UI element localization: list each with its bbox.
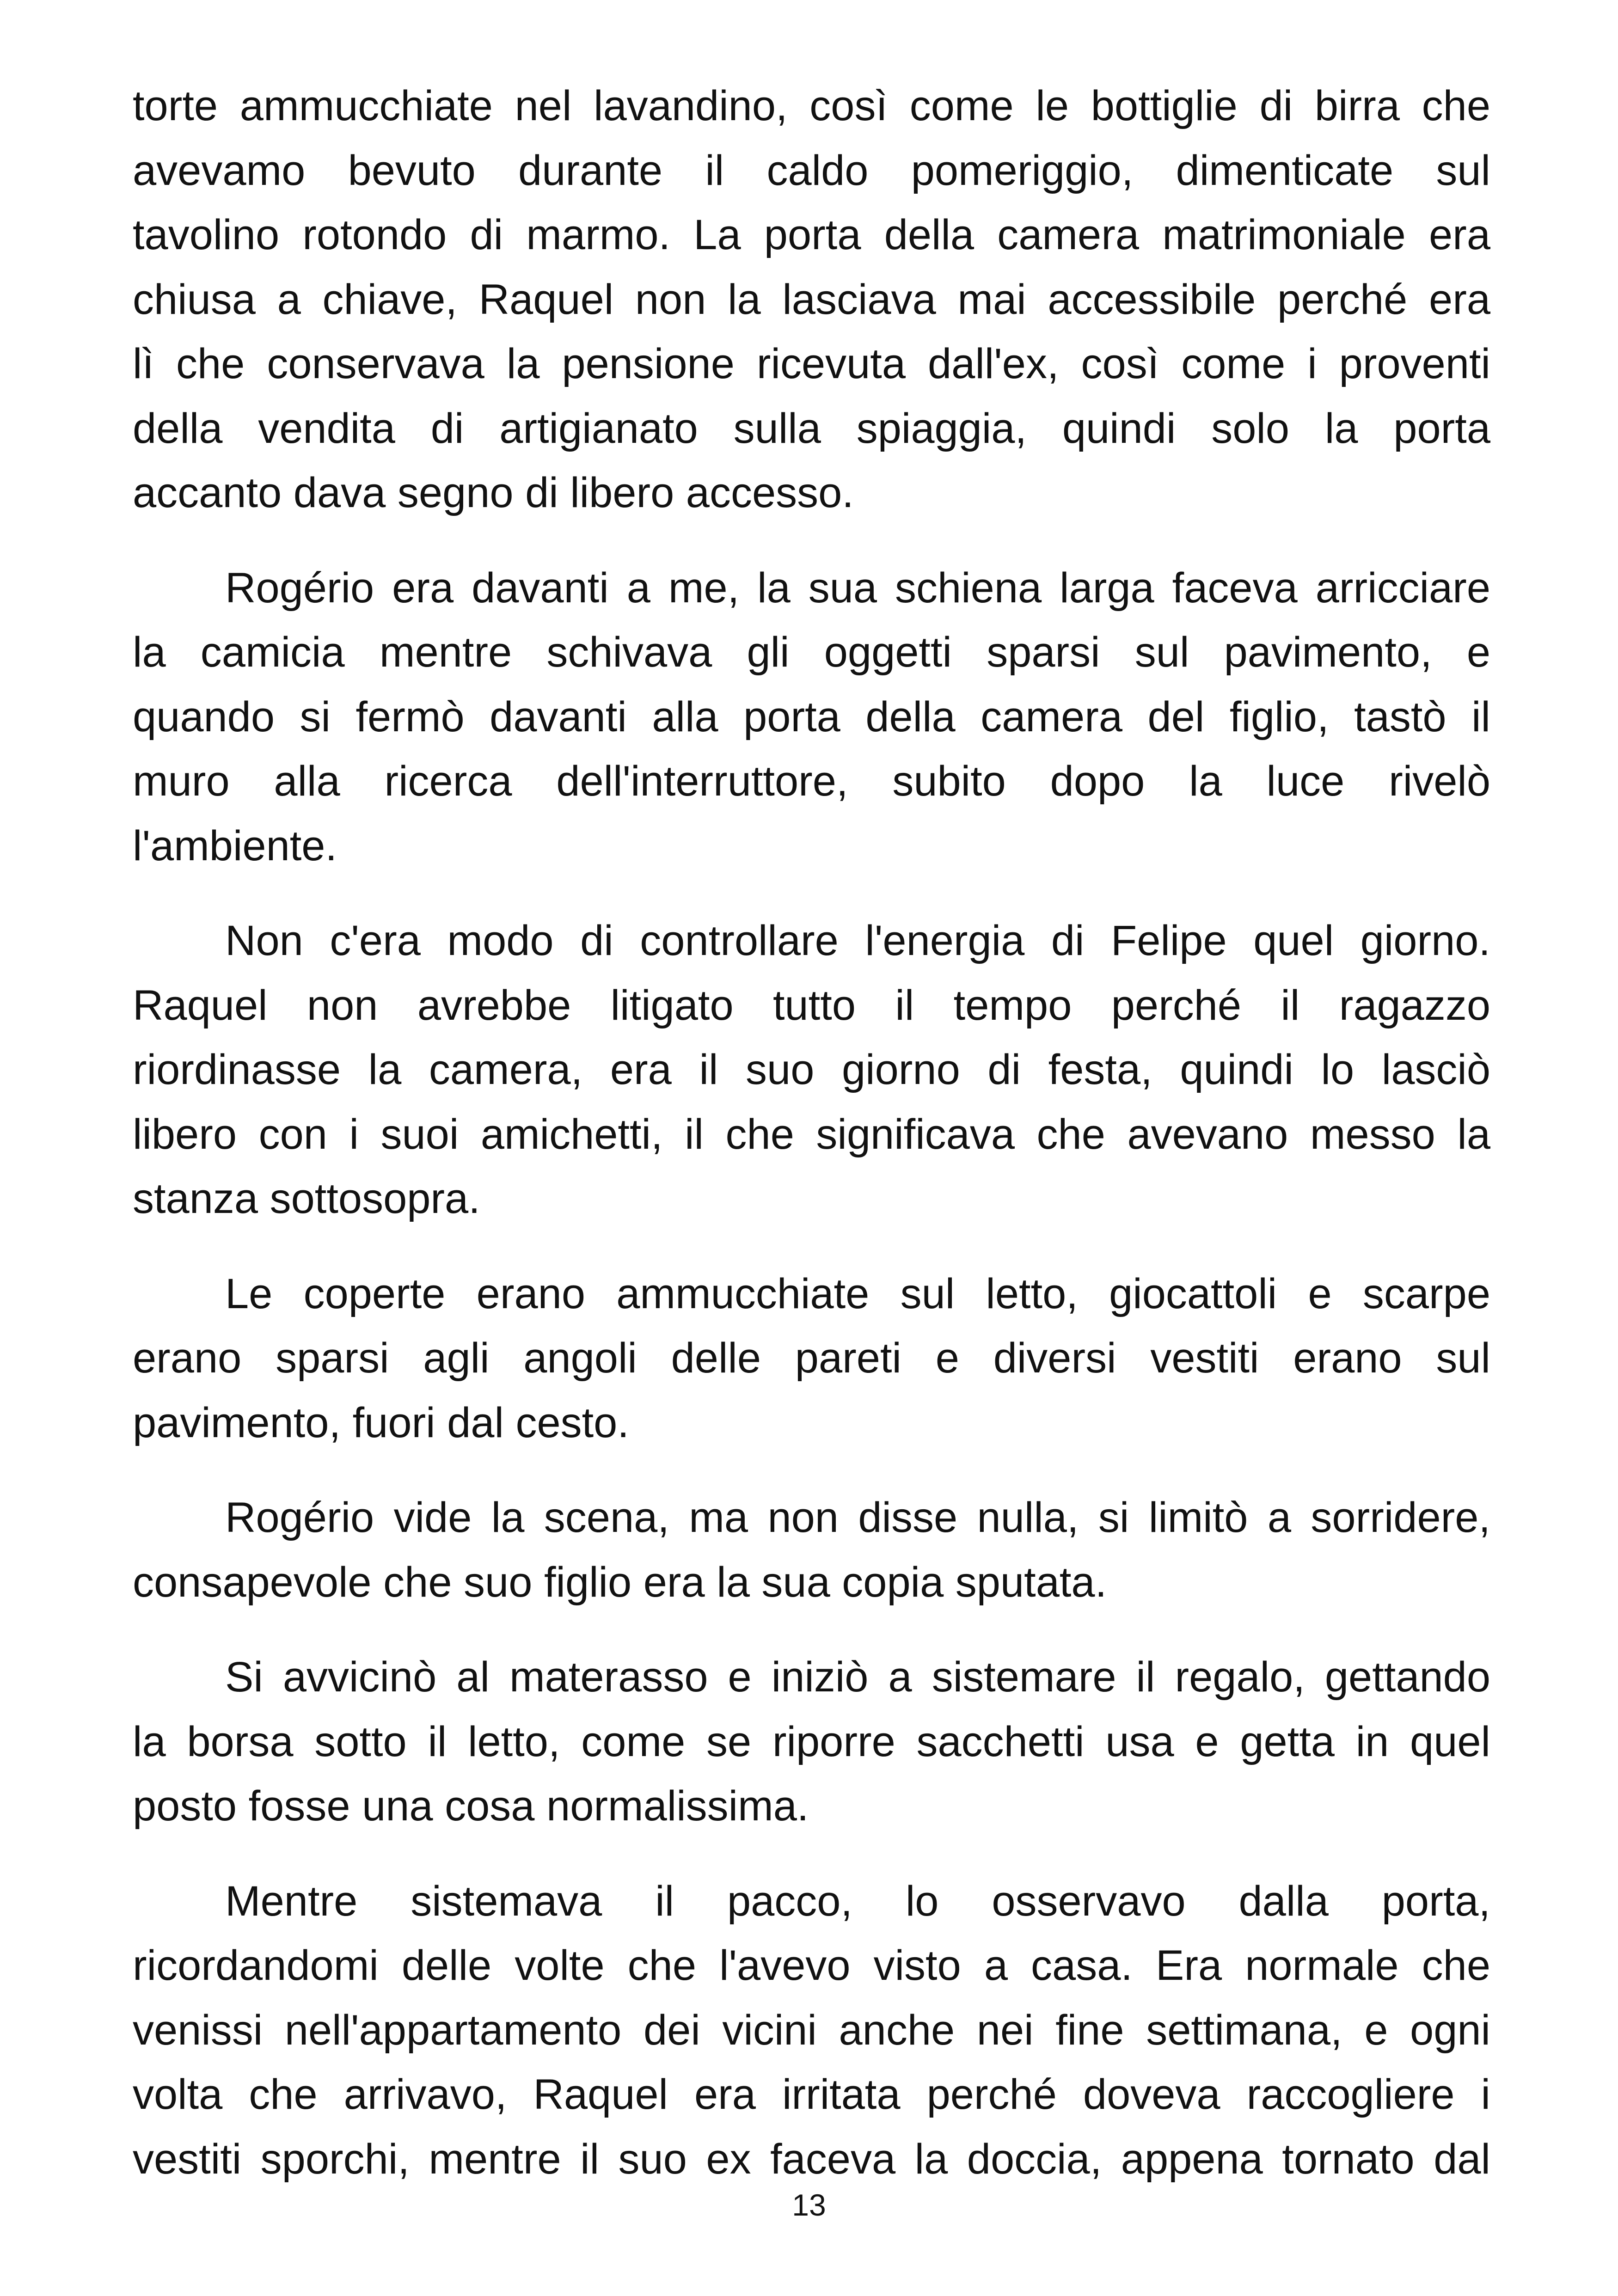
text-line: tavolino rotondo di marmo. La porta della camera matrimoniale era — [133, 211, 1490, 258]
body-text — [133, 74, 1490, 2192]
text-line: la camicia mentre schivava gli oggetti sparsi sul pavimento, e — [133, 629, 1490, 676]
text-line: Rogério vide la scena, ma non disse nulla, si limitò a sorridere, — [225, 1494, 1490, 1541]
text-line: torte ammucchiate nel lavandino, così come le bottiglie di birra che — [133, 82, 1490, 129]
text-line: pavimento, fuori dal cesto. — [133, 1399, 629, 1446]
paragraph — [133, 1262, 1490, 1456]
text-line: erano sparsi agli angoli delle pareti e diversi vestiti erano sul — [133, 1335, 1490, 1382]
text-line: avevamo bevuto durante il caldo pomeriggio, dimenticate sul — [133, 147, 1490, 194]
text-line: della vendita di artigianato sulla spiaggia, quindi solo la porta — [133, 404, 1490, 452]
paragraph — [133, 1869, 1490, 2192]
text-line: chiusa a chiave, Raquel non la lasciava mai accessibile perché era — [133, 276, 1490, 323]
text-line: Raquel non avrebbe litigato tutto il tempo perché il ragazzo — [133, 981, 1490, 1029]
text-line: Si avvicinò al materasso e iniziò a sistemare il regalo, gettando — [225, 1653, 1490, 1701]
text-line: quando si fermò davanti alla porta della camera del figlio, tastò il — [133, 693, 1490, 741]
paragraph — [133, 1645, 1490, 1839]
page-number: 13 — [792, 2188, 826, 2222]
text-line: Non c'era modo di controllare l'energia di Felipe quel giorno. — [225, 917, 1490, 964]
text-line: ricordandomi delle volte che l'avevo visto a casa. Era normale che — [133, 1942, 1490, 1989]
text-line: venissi nell'appartamento dei vicini anche nei fine settimana, e ogni — [133, 2006, 1490, 2054]
text-line: riordinasse la camera, era il suo giorno di festa, quindi lo lasciò — [133, 1046, 1490, 1093]
text-line: libero con i suoi amichetti, il che significava che avevano messo la — [133, 1110, 1490, 1158]
paragraph — [133, 74, 1490, 526]
text-line: volta che arrivavo, Raquel era irritata perché doveva raccogliere i — [133, 2071, 1490, 2118]
text-line: Rogério era davanti a me, la sua schiena larga faceva arricciare — [225, 564, 1490, 612]
text-line: lì che conservava la pensione ricevuta dall'ex, così come i proventi — [133, 340, 1490, 387]
paragraph — [133, 556, 1490, 879]
text-line: accanto dava segno di libero accesso. — [133, 469, 854, 516]
text-line: posto fosse una cosa normalissima. — [133, 1782, 809, 1830]
paragraph — [133, 1486, 1490, 1615]
text-line: l'ambiente. — [133, 822, 337, 869]
text-line: Le coperte erano ammucchiate sul letto, giocattoli e scarpe — [225, 1270, 1490, 1317]
text-line: stanza sottosopra. — [133, 1175, 480, 1222]
text-line: muro alla ricerca dell'interruttore, subito dopo la luce rivelò — [133, 758, 1490, 805]
text-line: la borsa sotto il letto, come se riporre sacchetti usa e getta in quel — [133, 1718, 1490, 1765]
text-line: vestiti sporchi, mentre il suo ex faceva la doccia, appena tornato dal — [133, 2135, 1490, 2183]
paragraph — [133, 909, 1490, 1231]
text-line: Mentre sistemava il pacco, lo osservavo dalla porta, — [225, 1877, 1490, 1925]
text-line: consapevole che suo figlio era la sua copia sputata. — [133, 1558, 1107, 1606]
